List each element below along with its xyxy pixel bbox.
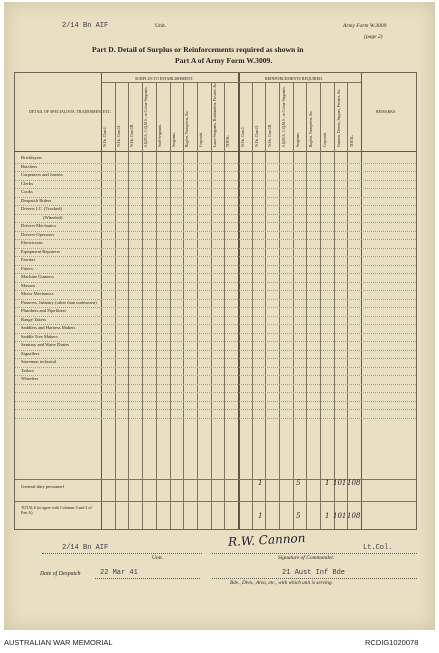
tot-total: 108 <box>347 512 361 520</box>
detail-table <box>14 72 417 530</box>
sig-unit-typed: 2/14 Bn AIF <box>62 544 109 552</box>
despatch-label: Date of Despatch <box>40 571 81 577</box>
surplus-col-divider <box>128 82 129 529</box>
trade-row-label: Carpenters and Joiners <box>21 172 63 177</box>
reinforcement-col-header: W.Os. Class III. <box>268 124 273 147</box>
row-rule <box>15 341 416 342</box>
surplus-col-divider <box>211 82 212 529</box>
unit-underline <box>42 553 202 554</box>
tot-wo1: 1 <box>258 512 263 520</box>
row-rule <box>15 205 416 206</box>
row-rule <box>15 222 416 223</box>
gd-wo1: 1 <box>258 479 263 487</box>
row-rule <box>15 282 416 283</box>
row-rule <box>15 392 416 393</box>
signature-caption: Signature of Commander. <box>278 555 335 561</box>
row-rule <box>15 214 416 215</box>
reinforcement-col-header: W.Os. Class I. <box>241 126 245 147</box>
surplus-header: SURPLUS TO ESTABLISHMENT. <box>135 76 194 81</box>
row-rule <box>15 333 416 334</box>
trade-row-label: Despatch Riders <box>21 197 52 203</box>
trade-row-label: Storemen technical <box>21 359 57 364</box>
tot-privates: 101 <box>333 512 347 520</box>
surplus-col-header: S.Q.M.S., C.Q.M.S., or Colour-Sergeants. <box>144 86 149 147</box>
surplus-col-header: W.Os. Class I. <box>103 126 107 147</box>
trade-row-label: Clerks <box>21 180 33 186</box>
form-name: Army Form W.3009 <box>343 23 387 29</box>
trade-row-label: (Wheeled) <box>43 214 63 220</box>
reinforcement-col-header: TOTAL. <box>350 134 355 147</box>
trade-row-label: Butchers <box>21 163 38 169</box>
formation-underline <box>212 578 417 579</box>
reinforcement-col-header: S.Q.M.S., C.Q.M.S., or Colour-Sergeants. <box>282 86 286 147</box>
title-line-1: Part D. Detail of Surplus or Reinforcements required as shown in <box>92 45 304 54</box>
row-rule <box>15 350 416 351</box>
gd-privates: 101 <box>333 479 347 487</box>
trade-row-label: Drivers-Mechanics <box>21 223 57 228</box>
surplus-col-divider <box>183 82 184 529</box>
trade-row-label: Saddlers and Harness Makers <box>21 325 76 330</box>
row-rule <box>15 307 416 308</box>
reinforcements-header: REINFORCEMENTS REQUIRED. <box>265 76 324 81</box>
tot-sergeants: 5 <box>296 512 301 520</box>
row-rule <box>15 316 416 317</box>
row-rule <box>15 231 416 232</box>
surplus-col-header: Staff-Sergeants. <box>157 124 162 147</box>
surplus-col-header: Buglers, Trumpeters, &c. <box>185 110 190 147</box>
date-underline <box>95 578 200 579</box>
gd-sergeants: 5 <box>296 479 301 487</box>
reinforcement-col-divider <box>320 82 321 529</box>
row-rule <box>15 418 416 419</box>
surplus-col-divider <box>197 82 198 529</box>
reinforcement-col-header: Sergeants. <box>295 132 300 147</box>
tot-corporals: 1 <box>325 512 330 520</box>
reinforcement-col-header: Buglers, Trumpeters, &c. <box>309 110 314 147</box>
surplus-col-header: W.Os. Class III. <box>130 124 135 147</box>
row-rule <box>15 384 416 385</box>
row-rule <box>15 401 416 402</box>
commander-signature: R.W. Cannon <box>227 530 306 550</box>
archive-name: AUSTRALIAN WAR MEMORIAL <box>4 638 113 647</box>
formation-typed: 21 Aust Inf Bde <box>282 569 346 577</box>
trade-row-label: Bricklayers <box>21 155 43 160</box>
row-rule <box>15 290 416 291</box>
row-rule <box>15 409 416 410</box>
title-line-2: Part A of Army Form W.3009. <box>175 56 273 65</box>
row-rule <box>15 273 416 274</box>
trade-row-label: Drivers-Operators <box>21 231 55 237</box>
row-rule <box>15 265 416 266</box>
surplus-col-divider <box>142 82 143 529</box>
reinforcement-col-header: Corporals. <box>323 131 327 147</box>
trade-row-label: Signallers <box>21 350 40 356</box>
surplus-col-divider <box>115 82 116 529</box>
row-rule <box>15 375 416 376</box>
rank-typed: Lt.Col. <box>363 544 393 552</box>
row-rule <box>15 163 416 164</box>
row-rule <box>15 358 416 359</box>
row-rule <box>15 188 416 189</box>
row-rule <box>15 367 416 368</box>
reinforcement-col-header: W.Os. Class II. <box>254 125 259 147</box>
trade-row-label: Equipment Repairers <box>21 248 60 254</box>
sig-unit-label: Unit. <box>152 555 164 561</box>
surplus-col-divider <box>170 82 171 529</box>
row-rule <box>15 171 416 172</box>
surplus-col-divider <box>156 82 157 529</box>
trade-row-label: Machine Gunners <box>21 274 54 279</box>
trade-row-label: Farriers <box>21 257 36 262</box>
signature-underline <box>212 553 417 554</box>
trade-row-label: Drivers I.C. (Tracked) <box>21 206 62 211</box>
reinforcement-col-divider <box>252 82 253 529</box>
trade-row-label: Tailors <box>21 367 34 373</box>
surplus-col-header: Corporals. <box>198 131 203 147</box>
trade-row-label: Wheelers <box>21 376 39 381</box>
gd-corporals: 1 <box>325 479 330 487</box>
reinforcement-col-divider <box>293 82 294 529</box>
gd-total: 108 <box>347 479 361 487</box>
unit-label: Unit. <box>155 23 167 29</box>
reinforcement-col-divider <box>334 82 335 529</box>
surplus-col-header: TOTAL. <box>226 134 231 147</box>
trade-row-label: Sanitary and Water Duties <box>21 342 70 347</box>
trade-row-label: Pioneers, Infantry (other than tradesmen) <box>21 299 97 305</box>
surplus-col-header: Sergeants. <box>171 132 176 147</box>
trade-row-label: Range Takers <box>21 316 46 322</box>
trade-row-label: Plumbers and Pipefitters <box>21 308 67 313</box>
row-rule <box>15 248 416 249</box>
reinforcement-col-divider <box>265 82 266 529</box>
spec-header: DETAIL OF SPECIALISTS, TRADESMEN, ETC. <box>29 109 112 114</box>
row-rule <box>15 256 416 257</box>
reinforcement-col-divider <box>306 82 307 529</box>
surplus-col-header: W.Os. Class II. <box>116 125 121 147</box>
page-number: (page 2) <box>364 34 383 40</box>
general-duty-label: General duty personnel <box>21 484 64 489</box>
trade-row-label: Masons <box>21 282 36 288</box>
surplus-col-header: Lance-Sergeants, Bombardiers, Privates, &c. <box>212 82 217 147</box>
unit-typed: 2/14 Bn AIF <box>62 22 109 30</box>
remarks-header: REMARKS. <box>376 109 397 114</box>
reinforcement-col-header: Gunners, Drivers, Sappers, Privates, &c. <box>336 88 341 147</box>
trade-row-label: Saddle Tree Makers <box>21 333 58 339</box>
archive-footer <box>0 632 439 653</box>
trade-row-label: Cooks <box>21 189 33 194</box>
totals-label: TOTALS (to agree with Columns 3 and 4 of Part A). <box>21 505 92 515</box>
reinforcement-col-divider <box>279 82 280 529</box>
surplus-col-divider <box>224 82 225 529</box>
row-rule <box>15 180 416 181</box>
trade-row-label: Electricians <box>21 240 43 245</box>
row-rule <box>15 197 416 198</box>
row-rule <box>15 239 416 240</box>
trade-row-label: Fitters <box>21 265 33 271</box>
trade-row-label: Motor Mechanics <box>21 291 54 296</box>
formation-caption: Bde., Divn., Area, etc., with which unit is serving. <box>230 580 333 586</box>
despatch-date: 22 Mar 41 <box>100 569 138 577</box>
reinforcement-col-divider <box>347 82 348 529</box>
archive-id: RCDIG1020078 <box>365 638 419 647</box>
